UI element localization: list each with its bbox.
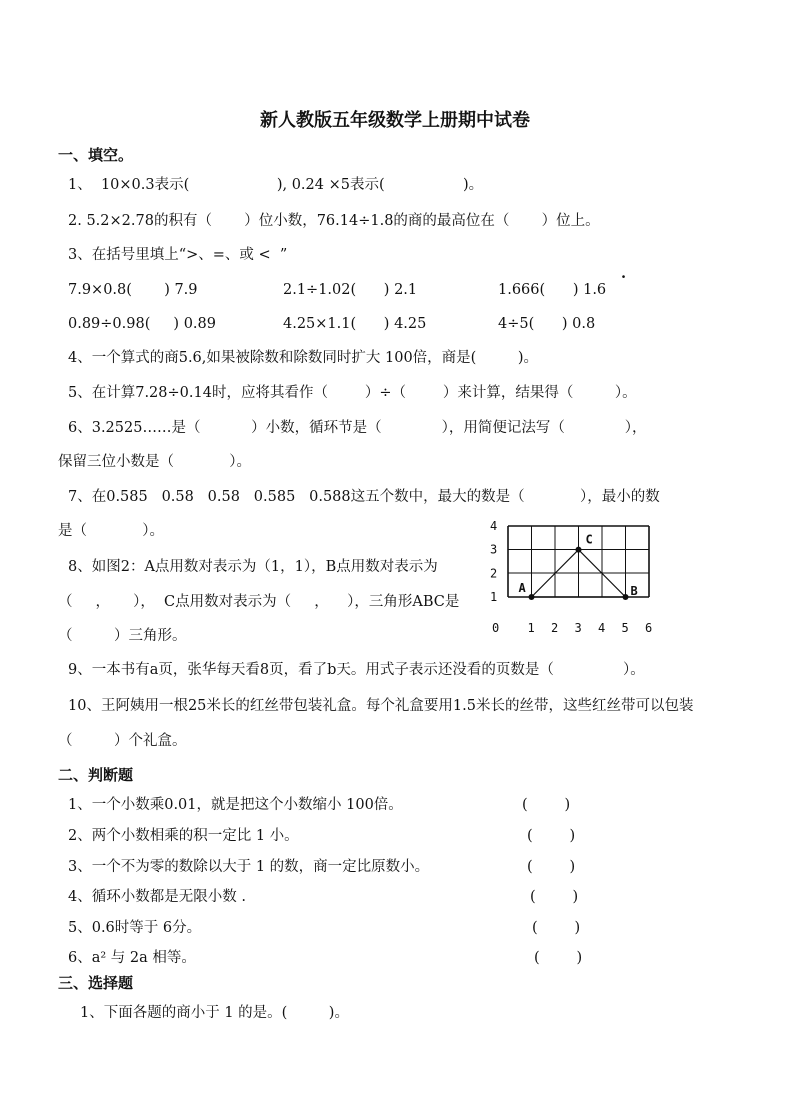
- question-3: 3、在括号里填上“>、=、或 < ”: [68, 247, 288, 263]
- x-tick-label: 2: [551, 621, 559, 635]
- compare-item: 4.25×1.1( ) 4.25: [283, 316, 427, 332]
- compare-item: 2.1÷1.02( ) 2.1: [283, 282, 418, 298]
- x-tick-label: 3: [574, 621, 582, 635]
- judge-item: 4、循环小数都是无限小数 .: [68, 889, 246, 905]
- question-9: 9、一本书有a页，张华每天看8页，看了b天。用式子表示还没看的页数是（ ）。: [68, 662, 645, 678]
- x-tick-label: 6: [645, 621, 653, 635]
- judge-answer-blank[interactable]: ( ): [527, 828, 576, 844]
- point-b: [623, 594, 629, 600]
- compare-item: 0.89÷0.98( ) 0.89: [68, 316, 216, 332]
- section-heading-choice: 三、选择题: [58, 974, 134, 992]
- grid-lines: [508, 526, 649, 597]
- judge-item: 1、一个小数乘0.01，就是把这个小数缩小 100倍。: [68, 797, 403, 813]
- question-7-line-1: 7、在0.585 0.58 0.58 0.585 0.588这五个数中，最大的数是（ ），最小的数: [68, 489, 660, 505]
- question-8-line-1: 8、如图2：A点用数对表示为（1，1），B点用数对表示为: [68, 559, 438, 575]
- question-1: 1、 10×0.3表示( ), 0.24 ×5表示( )。: [68, 177, 484, 193]
- y-tick-label: 1: [490, 590, 498, 604]
- coordinate-grid-figure: [484, 516, 660, 640]
- judge-answer-blank[interactable]: ( ): [527, 859, 576, 875]
- y-tick-label: 2: [490, 566, 498, 581]
- question-6-line-1: 6、3.2525……是（ ）小数，循环节是（ ），用简便记法写（ ），: [68, 420, 647, 436]
- compare-item: 1.666( ) 1.6: [498, 282, 607, 298]
- question-5: 5、在计算7.28÷0.14时，应将其看作（ ）÷（ ）来计算，结果得（ ）。: [68, 385, 637, 401]
- question-10-line-2: （ ）个礼盒。: [58, 733, 187, 749]
- judge-item: 2、两个小数相乘的积一定比 1 小。: [68, 828, 299, 844]
- compare-item: 4÷5( ) 0.8: [498, 316, 596, 332]
- point-label: B: [630, 584, 638, 598]
- judge-answer-blank[interactable]: ( ): [534, 950, 583, 966]
- question-2: 2. 5.2×2.78的积有（ ）位小数，76.14÷1.8的商的最高位在（ ）位上。: [68, 213, 600, 229]
- x-tick-label: 4: [598, 621, 606, 635]
- x-tick-label: 5: [621, 621, 629, 635]
- judge-item: 3、一个不为零的数除以大于 1 的数，商一定比原数小。: [68, 859, 430, 875]
- x-tick-label: 0: [492, 621, 500, 635]
- question-8-line-3: （ ）三角形。: [58, 628, 187, 644]
- y-tick-label: 4: [490, 519, 498, 533]
- question-8-line-2: （ ， ）， C点用数对表示为（ ， ），三角形ABC是: [58, 594, 460, 610]
- point-label: A: [518, 581, 526, 595]
- question-10-line-1: 10、王阿姨用一根25米长的红丝带包装礼盒。每个礼盒要用1.5米长的丝带，这些红丝带可以包装: [68, 698, 694, 714]
- y-tick-label: 3: [490, 542, 498, 557]
- page-title: 新人教版五年级数学上册期中试卷: [260, 110, 530, 131]
- repeating-dot: ·: [621, 269, 627, 286]
- judge-item: 6、a² 与 2a 相等。: [68, 950, 196, 966]
- compare-item: 7.9×0.8( ) 7.9: [68, 282, 198, 298]
- judge-answer-blank[interactable]: ( ): [532, 920, 581, 936]
- section-heading-judge: 二、判断题: [58, 766, 134, 784]
- tick-labels: [490, 519, 652, 635]
- judge-answer-blank[interactable]: ( ): [522, 797, 571, 813]
- question-6-line-2: 保留三位小数是（ ）。: [58, 454, 252, 470]
- question-4: 4、一个算式的商5.6,如果被除数和除数同时扩大 100倍，商是( )。: [68, 350, 538, 366]
- question-7-line-2: 是（ ）。: [58, 523, 165, 539]
- judge-answer-blank[interactable]: ( ): [530, 889, 579, 905]
- point-label: C: [585, 532, 593, 547]
- point-c: [576, 547, 582, 553]
- judge-item: 5、0.6时等于 6分。: [68, 920, 202, 936]
- section-heading-fill-in: 一、填空。: [58, 146, 134, 164]
- choice-question-1: 1、下面各题的商小于 1 的是。( )。: [80, 1005, 349, 1021]
- point-a: [529, 594, 535, 600]
- x-tick-label: 1: [527, 621, 535, 635]
